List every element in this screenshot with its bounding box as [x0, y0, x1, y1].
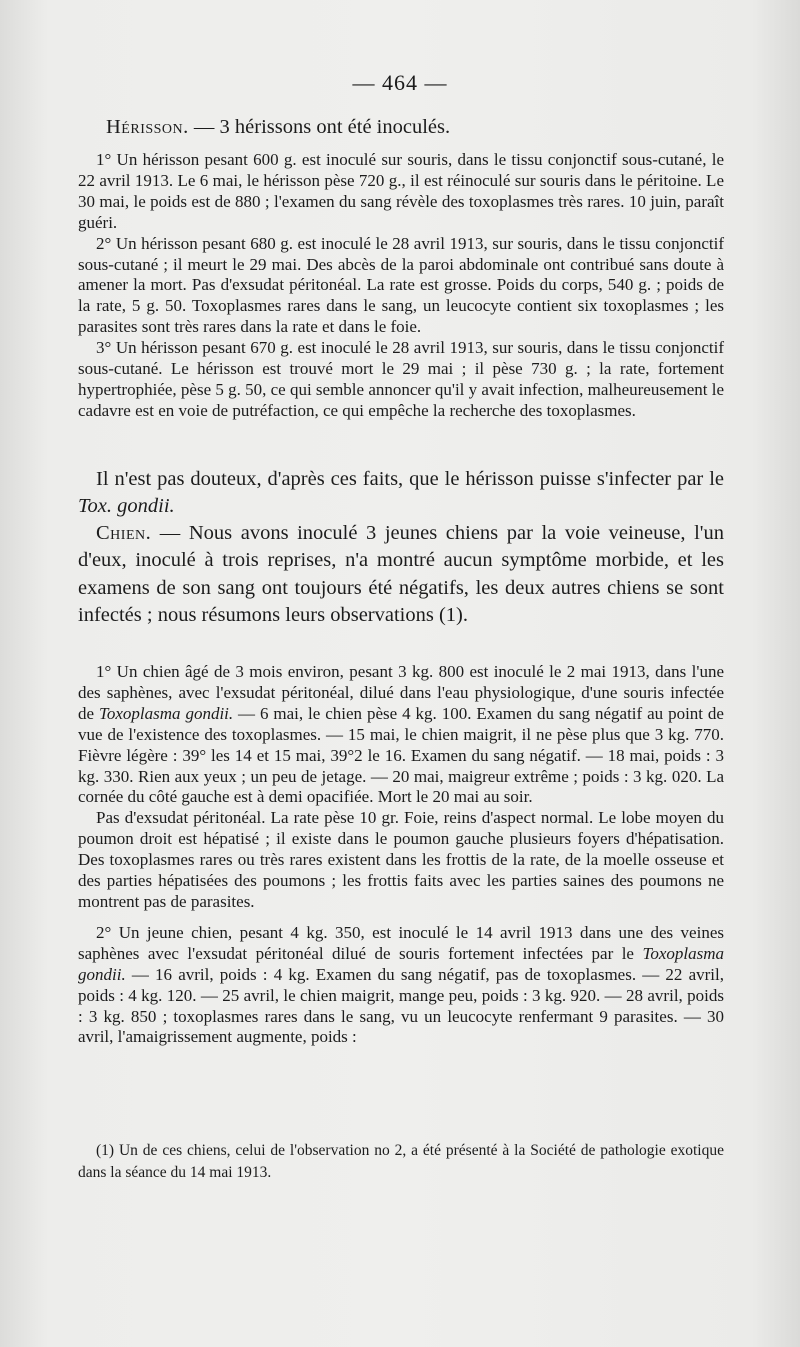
footnote-text: (1) Un de ces chiens, celui de l'observation no 2, a été présenté à la Société de pathologie exotique dans la séance du 14 mai 1913. — [78, 1142, 724, 1181]
page-number: — 464 — — [352, 70, 448, 95]
herisson-observation-1: 1° Un hérisson pesant 600 g. est inoculé sur souris, dans le tissu conjonctif sous-cutané, le 22 avril 1913. Le 6 mai, le hérisson pèse 720 g., il est réinoculé sur souris dans le péritoine. Le 30 mai, le poids est de 880 ; l'examen du sang révèle des toxoplasmes très rares. 10 juin, paraît guéri. — [78, 150, 724, 232]
herisson-observation-2: 2° Un hérisson pesant 680 g. est inoculé le 28 avril 1913, sur souris, dans le tissu conjonctif sous-cutané ; il meurt le 29 mai. Des abcès de la paroi abdominale ont contribué sans doute à amener la mort. Pas d'exsudat péritonéal. La rate est grosse. Poids du corps, 540 g. ; poids de la rate, 5 g. 50. Toxoplasmes rares dans le sang, un leucocyte contient six toxoplasmes ; les parasites sont très rares dans la rate et dans le foie. — [78, 233, 724, 337]
herisson-observation-3: 3° Un hérisson pesant 670 g. est inoculé le 28 avril 1913, sur souris, dans le tissu conjonctif sous-cutané. Le hérisson est trouvé mort le 29 mai ; il pèse 730 g. ; la rate, fortement hypertrophiée, pèse 5 g. 50, ce qui semble annoncer qu'il y avait infection, malheureusement le cadavre est en voie de putréfaction, ce qui empêche la recherche des toxoplasmes. — [78, 338, 725, 420]
species-name: Tox. gondii. — [78, 495, 175, 518]
section-herisson-heading — [78, 114, 724, 141]
chien-observations — [78, 662, 724, 1048]
section-intro: — 3 hérissons ont été inoculés. — [188, 116, 451, 138]
chien-observation-2: 2° Un jeune chien, pesant 4 kg. 350, est inoculé le 14 avril 1913 dans une des veines saphènes avec l'exsudat péritonéal dilué de souris fortement infectées par le Toxoplasma gondii. — 16 avril, poids : 4 kg. Examen du sang négatif, pas de toxoplasmes. — 22 avril, poids : 4 kg. 120. — 25 avril, le chien maigrit, mange peu, poids : 3 kg. 920. — 28 avril, poids : 3 kg. 850 ; toxoplasmes rares dans le sang, vu un leucocyte renfermant 9 parasites. — 30 avril, l'amaigrissement augmente, poids : — [78, 922, 724, 1047]
herisson-observations — [78, 150, 724, 422]
footnote — [78, 1140, 724, 1184]
section-title: Chien. — [96, 522, 152, 544]
section-chien — [78, 520, 724, 630]
section-intro: — Nous avons inoculé 3 jeunes chiens par la voie veineuse, l'un d'eux, inoculé à trois reprises, n'a montré aucun symptôme morbide, et les examens de son sang ont toujours été négatifs, les deux autres chiens se sont infectés ; nous résumons leurs observations (1). — [78, 522, 724, 627]
species-name: Toxoplasma gondii. — [98, 703, 234, 723]
conclusion-text: Il n'est pas douteux, d'après ces faits, que le hérisson puisse s'infecter par le — [96, 468, 724, 490]
herisson-conclusion — [78, 466, 724, 521]
chien-observation-1: 1° Un chien âgé de 3 mois environ, pesant 3 kg. 800 est inoculé le 2 mai 1913, dans l'une des saphènes, avec l'exsudat péritonéal, dilué dans l'eau physiologique, d'une souris infectée de Toxoplasma gondii. — 6 mai, le chien pèse 4 kg. 100. Examen du sang négatif au point de vue de l'existence des toxoplasmes. — 15 mai, le chien maigrit, il ne pèse plus que 3 kg. 770. Fièvre légère : 39° les 14 et 15 mai, 39°2 le 16. Examen du sang négatif. — 18 mai, poids : 3 kg. 330. Rien aux yeux ; un peu de jetage. — 20 mai, maigreur extrême ; poids : 3 kg. 020. La cornée du côté gauche est à demi opacifiée. Mort le 20 mai au soir. — [78, 662, 724, 807]
section-title: Hérisson. — [106, 116, 189, 138]
species-name: Toxoplasma gondii. — [78, 943, 724, 984]
chien-observation-1-autopsy: Pas d'exsudat péritonéal. La rate pèse 10 gr. Foie, reins d'aspect normal. Le lobe moyen du poumon droit est hépatisé ; il existe dans le poumon gauche plusieurs foyers d'hépatisation. Des toxoplasmes rares ou très rares existent dans les frottis de la rate, de la moelle osseuse et des parties hépatisées des poumons ; les frottis faits avec les parties saines des poumons ne montrent pas de parasites. — [78, 808, 724, 911]
